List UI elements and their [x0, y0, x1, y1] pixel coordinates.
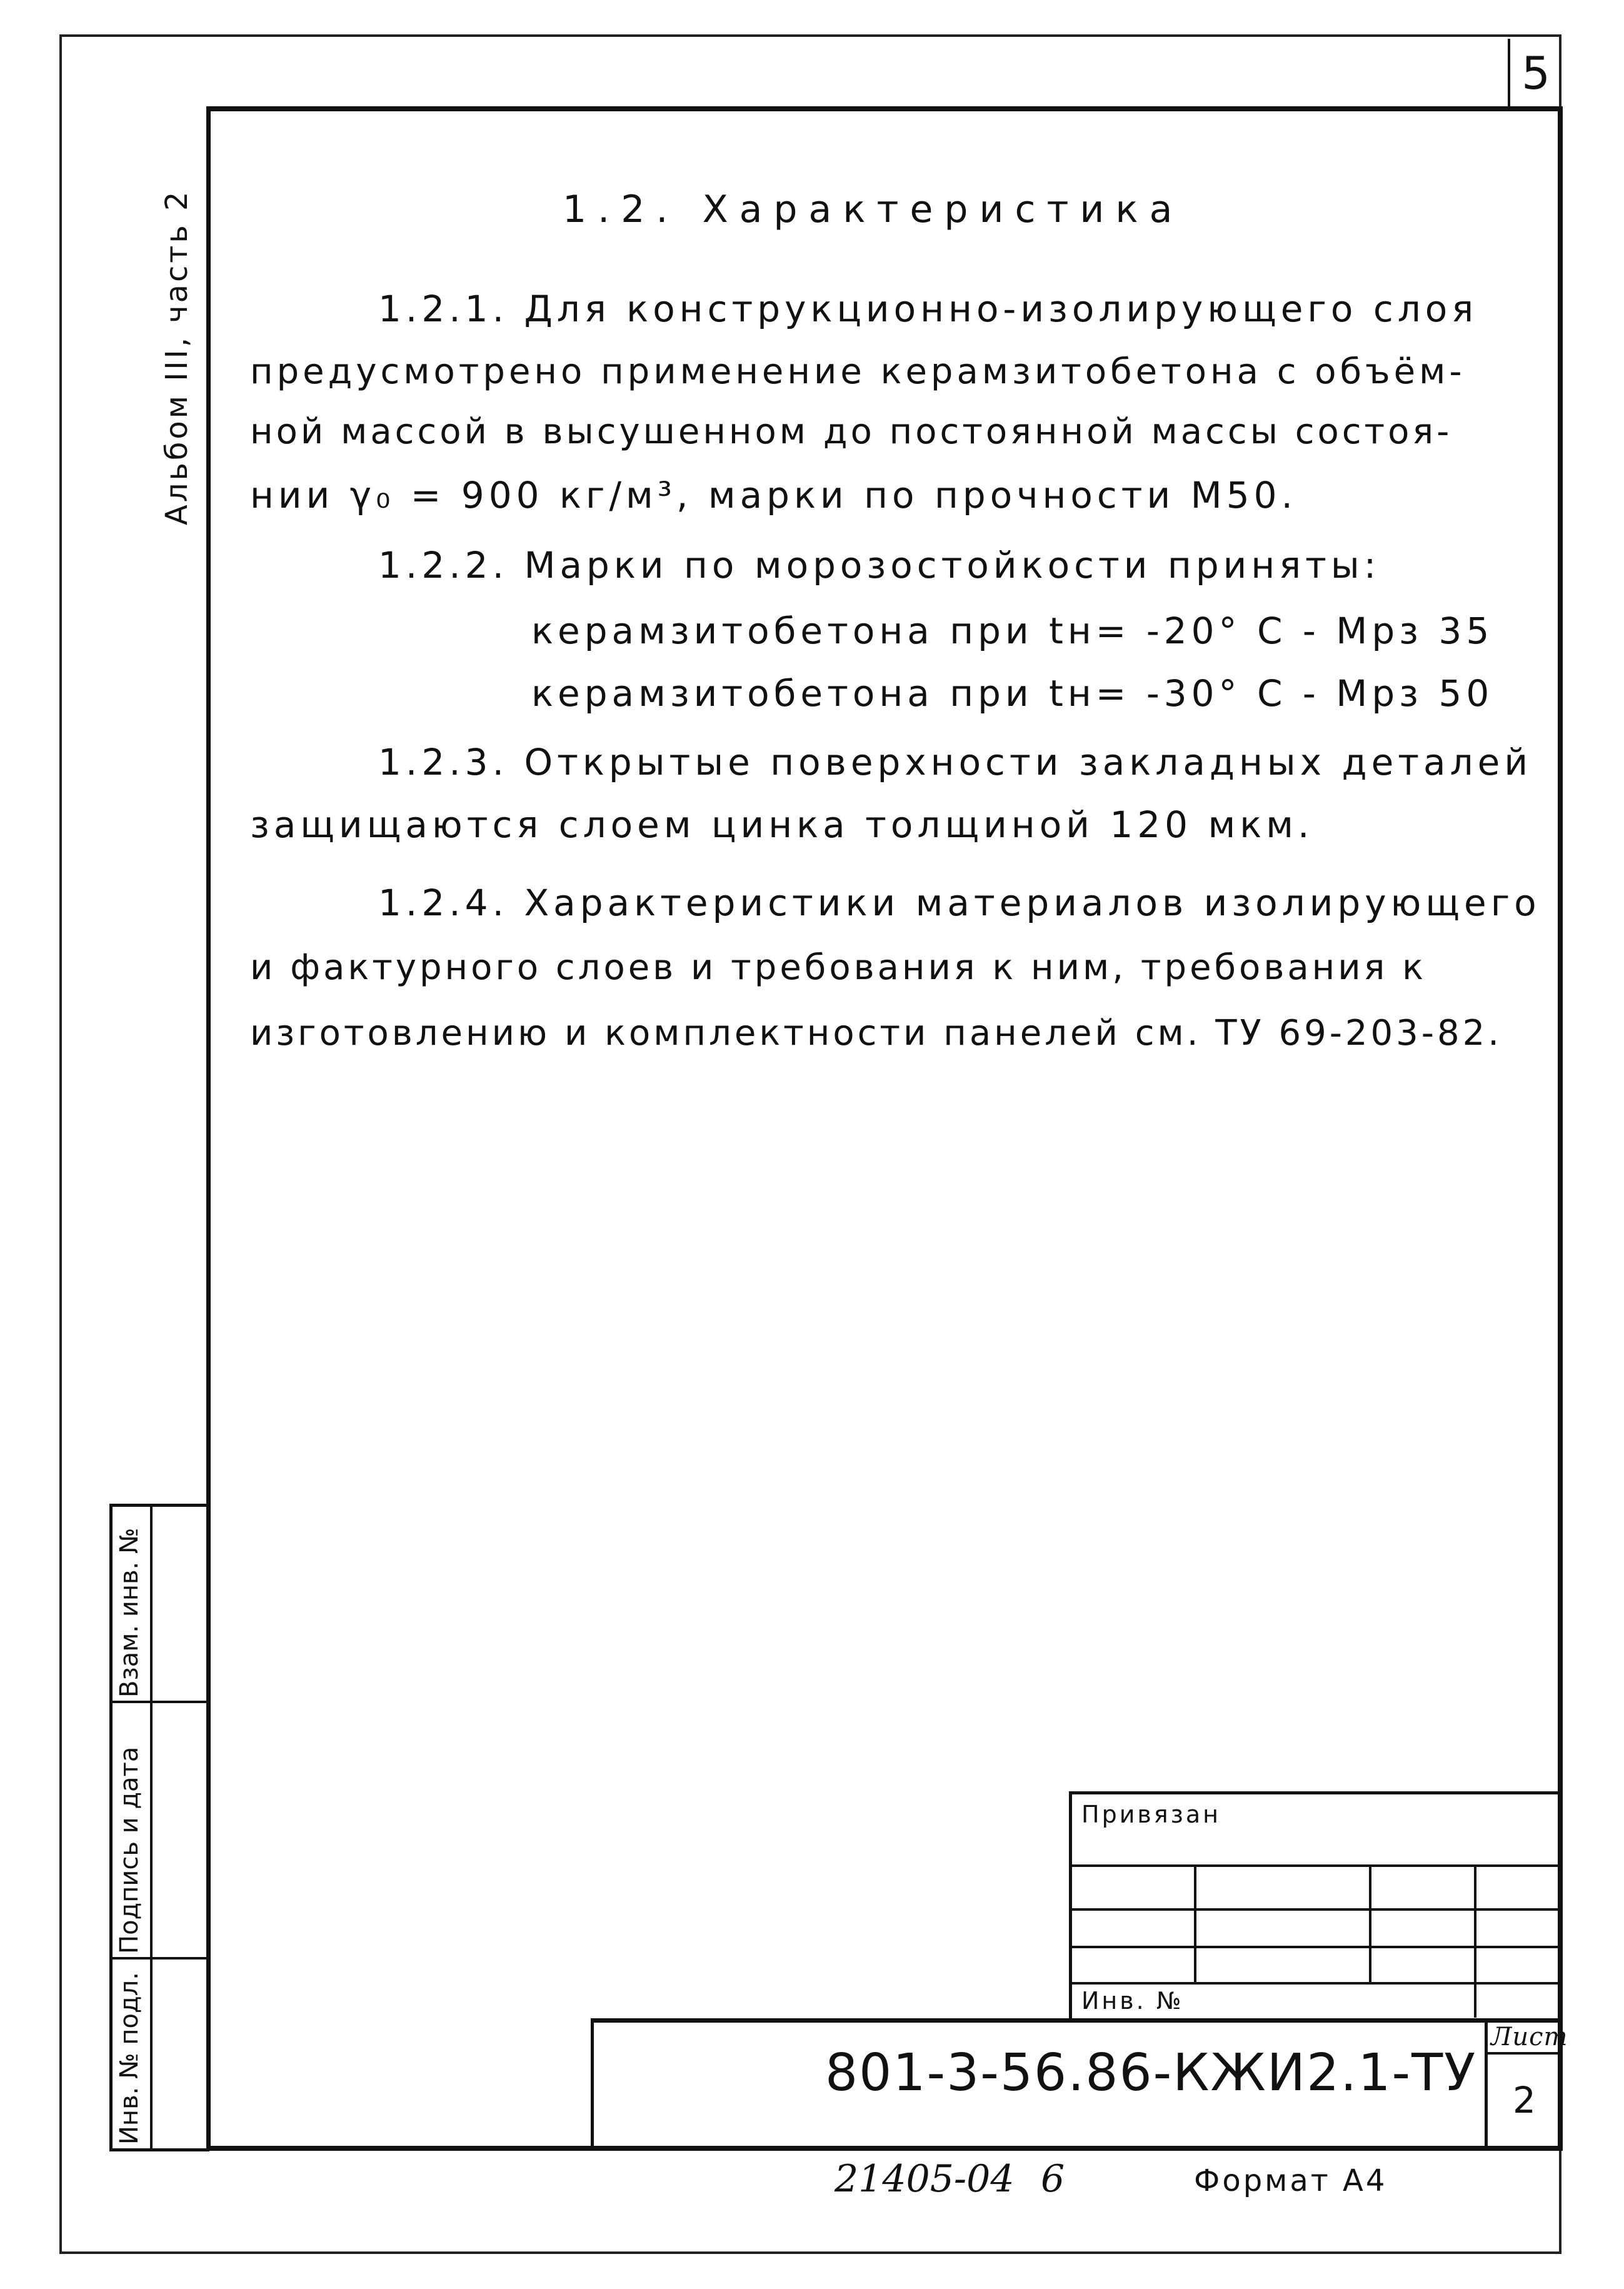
album-label: Альбом III, часть 2 — [159, 189, 194, 525]
document-designation: 801-3-56.86-КЖИ2.1-ТУ — [825, 2043, 1477, 2103]
archive-number: 21405-04 — [835, 2157, 1015, 2201]
stamp-vzam-inv: Взам. инв. № — [115, 1527, 144, 1698]
paragraph-1-2-1-line-1: 1.2.1. Для конструкционно-изолирующего слоя — [378, 288, 1478, 330]
title-block-inv-no: Инв. № — [1081, 1987, 1184, 2015]
paragraph-1-2-2-line-1: 1.2.2. Марки по морозостойкости приняты: — [378, 544, 1381, 586]
paragraph-1-2-1-line-3: ной массой в высушенном до постоянной массы состоя- — [250, 411, 1453, 452]
stamp-inv-podl: Инв. № подл. — [115, 1972, 144, 2145]
section-heading: 1.2. Характеристика — [563, 188, 1184, 231]
sheet-label: Лист — [1491, 2023, 1568, 2051]
paragraph-1-2-4-line-1: 1.2.4. Характеристики материалов изолирующего — [378, 882, 1541, 924]
paragraph-1-2-2-line-3: керамзитобетона при tн= -30° С - Мрз 50 — [531, 672, 1494, 715]
page-number-box — [1508, 39, 1561, 108]
paragraph-1-2-2-line-2: керамзитобетона при tн= -20° С - Мрз 35 — [531, 610, 1494, 652]
paragraph-1-2-4-line-3: изготовлению и комплектности панелей см. ТУ 69-203-82. — [250, 1013, 1503, 1054]
page-number: 5 — [1521, 47, 1550, 99]
archive-sheet: 6 — [1041, 2157, 1065, 2201]
paragraph-1-2-1-line-2: предусмотрено применение керамзитобетона с объём- — [250, 351, 1466, 392]
paragraph-1-2-1-line-4: нии γ₀ = 900 кг/м³, марки по прочности М50. — [250, 474, 1297, 516]
paragraph-1-2-4-line-2: и фактурного слоев и требования к ним, требования к — [250, 947, 1426, 988]
paragraph-1-2-3-line-1: 1.2.3. Открытые поверхности закладных деталей — [378, 741, 1533, 783]
stamp-podpis-data: Подпись и дата — [115, 1746, 144, 1954]
paragraph-1-2-3-line-2: защищаются слоем цинка толщиной 120 мкм. — [250, 803, 1314, 846]
sheet-number: 2 — [1513, 2079, 1538, 2121]
title-block-privyazan: Привязан — [1081, 1801, 1221, 1828]
format-label: Формат А4 — [1194, 2163, 1388, 2198]
